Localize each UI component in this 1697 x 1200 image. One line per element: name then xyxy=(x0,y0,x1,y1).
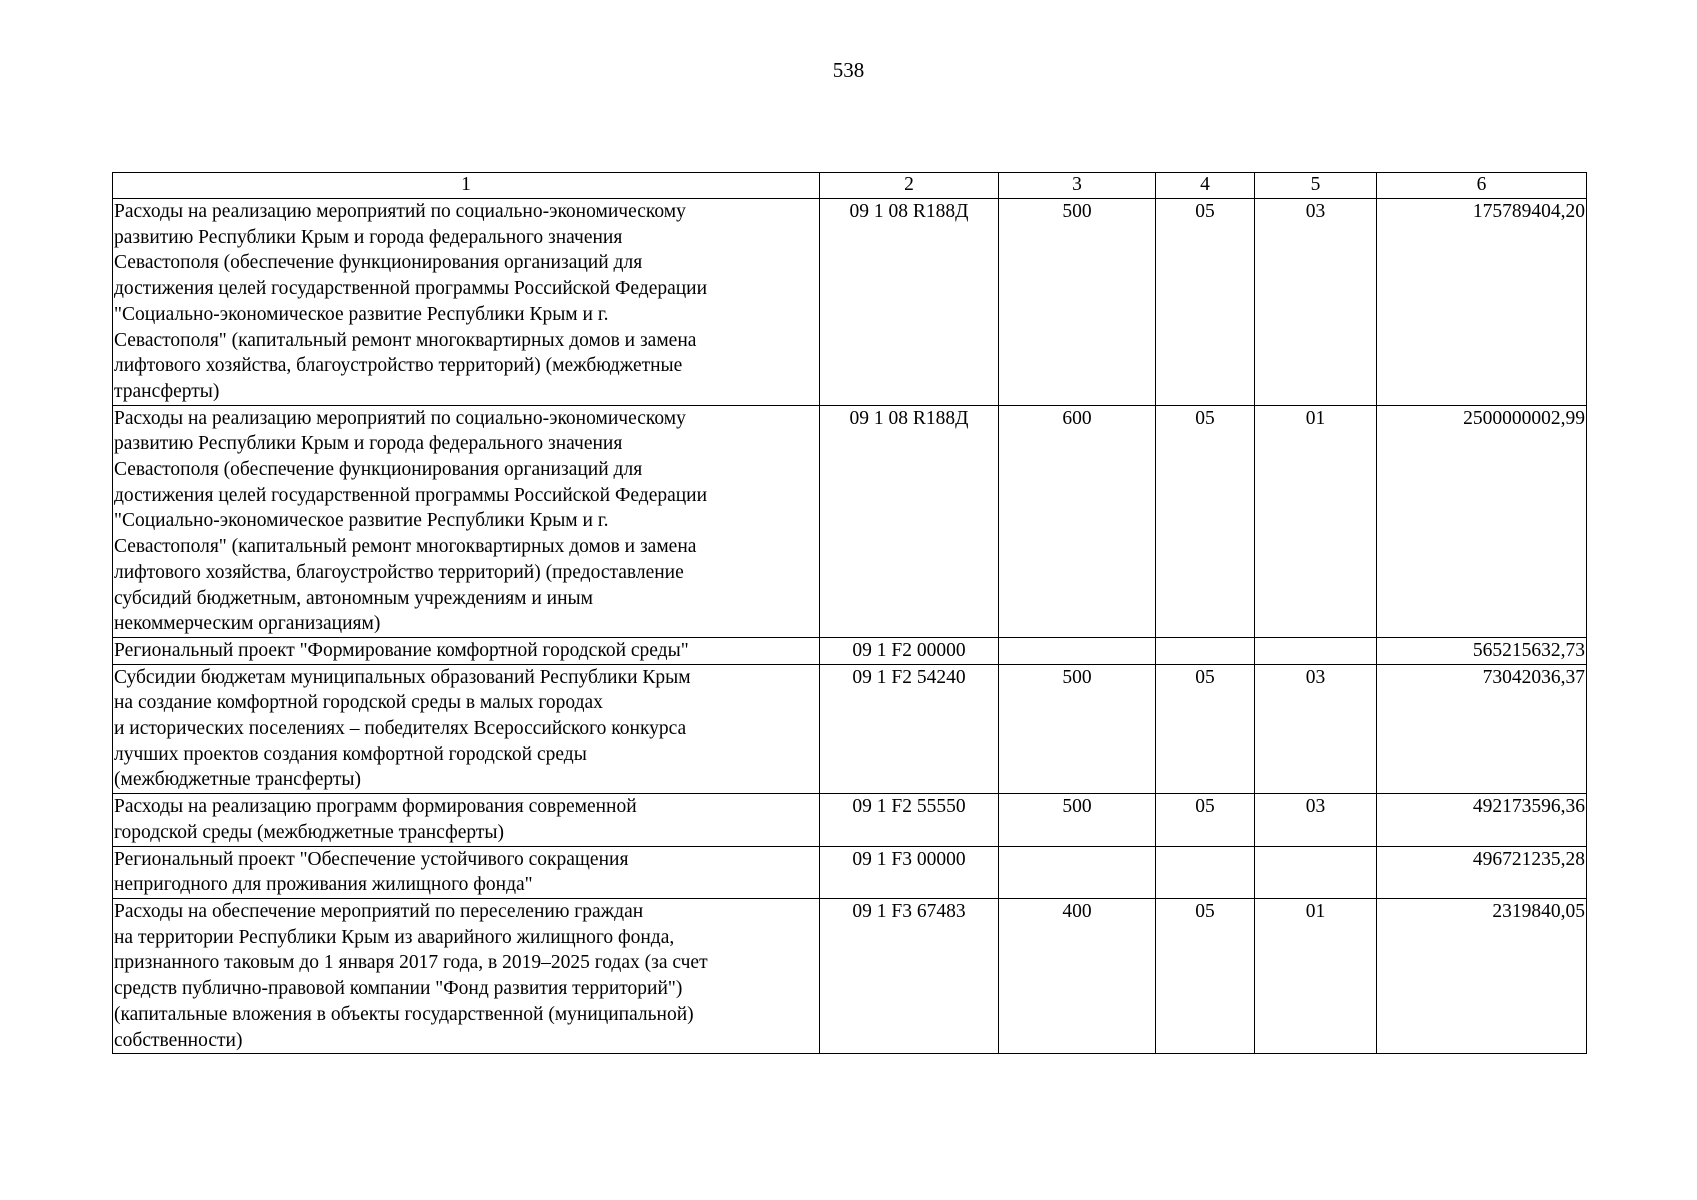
column-header-1: 1 xyxy=(113,173,820,199)
target-code-cell: 09 1 F2 00000 xyxy=(820,637,999,664)
table-row xyxy=(113,794,1587,846)
budget-table xyxy=(112,172,1587,1054)
subsection-cell: 01 xyxy=(1255,405,1377,637)
subsection-cell: 03 xyxy=(1255,199,1377,406)
subsection-cell xyxy=(1255,637,1377,664)
table-row xyxy=(113,637,1587,664)
amount-cell: 2500000002,99 xyxy=(1377,405,1587,637)
expense-type-cell: 500 xyxy=(999,664,1156,794)
target-code-cell: 09 1 F3 00000 xyxy=(820,846,999,898)
expense-type-cell: 500 xyxy=(999,794,1156,846)
table-header-row xyxy=(113,173,1587,199)
amount-cell: 565215632,73 xyxy=(1377,637,1587,664)
amount-cell: 496721235,28 xyxy=(1377,846,1587,898)
expense-type-cell xyxy=(999,846,1156,898)
expense-type-cell: 400 xyxy=(999,898,1156,1053)
amount-cell: 2319840,05 xyxy=(1377,898,1587,1053)
table-row xyxy=(113,405,1587,637)
column-header-3: 3 xyxy=(999,173,1156,199)
table-row xyxy=(113,898,1587,1053)
table-row xyxy=(113,846,1587,898)
column-header-6: 6 xyxy=(1377,173,1587,199)
target-code-cell: 09 1 F3 67483 xyxy=(820,898,999,1053)
expense-type-cell: 500 xyxy=(999,199,1156,406)
section-cell: 05 xyxy=(1156,664,1255,794)
column-header-5: 5 xyxy=(1255,173,1377,199)
target-code-cell: 09 1 08 R188Д xyxy=(820,199,999,406)
subsection-cell xyxy=(1255,846,1377,898)
expense-name-cell: Региональный проект "Формирование комфортной городской среды" xyxy=(113,637,820,664)
subsection-cell: 03 xyxy=(1255,664,1377,794)
section-cell: 05 xyxy=(1156,405,1255,637)
section-cell xyxy=(1156,846,1255,898)
target-code-cell: 09 1 08 R188Д xyxy=(820,405,999,637)
expense-name-cell: Расходы на реализацию мероприятий по социально-экономическому развитию Республики Крым и города федерального значения Севастополя (обеспечение функционирования организаций для достижения целей государственной программы Российской Федерации "Социально-экономическое развитие Республики Крым и г. Севастополя" (капитальный ремонт многоквартирных домов и замена лифтового хозяйства, благоустройство территорий) (предоставление субсидий бюджетным, автономным учреждениям и иным некоммерческим организациям) xyxy=(113,405,820,637)
section-cell: 05 xyxy=(1156,794,1255,846)
subsection-cell: 03 xyxy=(1255,794,1377,846)
expense-name-cell: Региональный проект "Обеспечение устойчивого сокращения непригодного для проживания жилищного фонда" xyxy=(113,846,820,898)
amount-cell: 492173596,36 xyxy=(1377,794,1587,846)
column-header-2: 2 xyxy=(820,173,999,199)
expense-name-cell: Расходы на обеспечение мероприятий по переселению граждан на территории Республики Крым из аварийного жилищного фонда, признанного таковым до 1 января 2017 года, в 2019–2025 годах (за счет средств публично-правовой компании "Фонд развития территорий") (капитальные вложения в объекты государственной (муниципальной) собственности) xyxy=(113,898,820,1053)
expense-name-cell: Расходы на реализацию мероприятий по социально-экономическому развитию Республики Крым и города федерального значения Севастополя (обеспечение функционирования организаций для достижения целей государственной программы Российской Федерации "Социально-экономическое развитие Республики Крым и г. Севастополя" (капитальный ремонт многоквартирных домов и замена лифтового хозяйства, благоустройство территорий) (межбюджетные трансферты) xyxy=(113,199,820,406)
page-number: 538 xyxy=(832,58,865,82)
table-row xyxy=(113,664,1587,794)
column-header-4: 4 xyxy=(1156,173,1255,199)
target-code-cell: 09 1 F2 54240 xyxy=(820,664,999,794)
table-row xyxy=(113,199,1587,406)
expense-name-cell: Субсидии бюджетам муниципальных образований Республики Крым на создание комфортной городской среды в малых городах и исторических поселениях – победителях Всероссийского конкурса лучших проектов создания комфортной городской среды (межбюджетные трансферты) xyxy=(113,664,820,794)
section-cell: 05 xyxy=(1156,199,1255,406)
expense-type-cell xyxy=(999,637,1156,664)
amount-cell: 175789404,20 xyxy=(1377,199,1587,406)
section-cell: 05 xyxy=(1156,898,1255,1053)
expense-name-cell: Расходы на реализацию программ формирования современной городской среды (межбюджетные трансферты) xyxy=(113,794,820,846)
expense-type-cell: 600 xyxy=(999,405,1156,637)
amount-cell: 73042036,37 xyxy=(1377,664,1587,794)
subsection-cell: 01 xyxy=(1255,898,1377,1053)
target-code-cell: 09 1 F2 55550 xyxy=(820,794,999,846)
section-cell xyxy=(1156,637,1255,664)
